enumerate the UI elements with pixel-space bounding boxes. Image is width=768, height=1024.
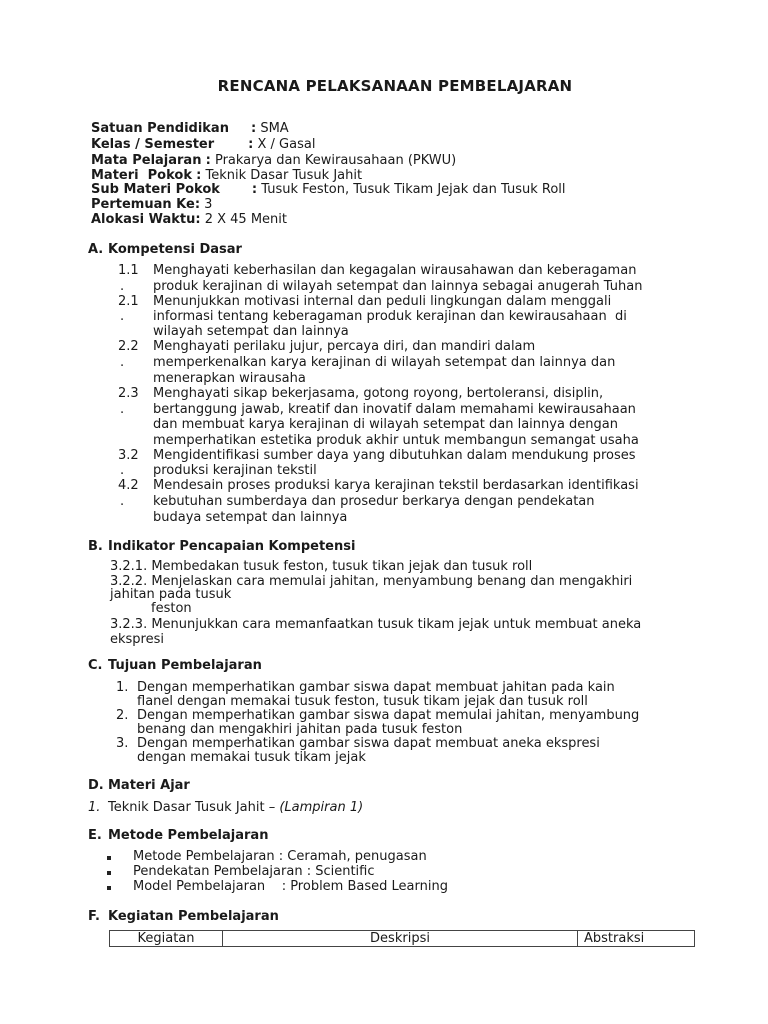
- identity-label: Satuan Pendidikan: [91, 121, 229, 136]
- kd-line: memperhatikan estetika produk akhir untuk membangun semangat usaha: [153, 433, 639, 448]
- identity-label: Sub Materi Pokok: [91, 182, 220, 197]
- section-c-heading: Tujuan Pembelajaran: [108, 658, 262, 673]
- section-e-heading: Metode Pembelajaran: [108, 828, 269, 843]
- identity-value: 3: [204, 197, 213, 212]
- kd-line: memperkenalkan karya kerajinan di wilayah setempat dan lainnya dan: [153, 355, 616, 370]
- bullet-icon: [107, 856, 111, 860]
- identity-label: Pertemuan Ke: [91, 197, 195, 212]
- kd-dot: .: [120, 463, 125, 478]
- colon: :: [196, 168, 202, 183]
- identity-value: SMA: [260, 121, 289, 136]
- goal-line: dengan memakai tusuk tikam jejak: [137, 750, 366, 765]
- kd-line: produksi kerajinan tekstil: [153, 463, 317, 478]
- kd-number: 1.1: [118, 263, 139, 278]
- goal-number: 2.: [116, 708, 129, 723]
- identity-value: X / Gasal: [257, 137, 316, 152]
- kd-number: 2.2: [118, 339, 139, 354]
- identity-value: Tusuk Feston, Tusuk Tikam Jejak dan Tusuk Roll: [261, 182, 566, 197]
- kd-line: informasi tentang keberagaman produk kerajinan dan kewirausahaan di: [153, 309, 627, 324]
- goal-line: Dengan memperhatikan gambar siswa dapat membuat aneka ekspresi: [137, 736, 600, 751]
- bullet-icon: [107, 871, 111, 875]
- method-item: Pendekatan Pembelajaran : Scientific: [133, 864, 375, 879]
- goal-line: benang dan mengakhiri jahitan pada tusuk feston: [137, 722, 463, 737]
- material-reference: (Lampiran 1): [279, 800, 364, 815]
- indicator-line: jahitan pada tusuk: [110, 587, 232, 602]
- kd-line: Menghayati keberhasilan dan kegagalan wirausahawan dan keberagaman: [153, 263, 637, 278]
- bullet-icon: [107, 886, 111, 890]
- kd-dot: .: [120, 494, 125, 509]
- section-b-heading: Indikator Pencapaian Kompetensi: [108, 539, 356, 554]
- kd-dot: .: [120, 402, 125, 417]
- goal-number: 3.: [116, 736, 129, 751]
- section-c-letter: C.: [88, 658, 103, 673]
- kd-dot: .: [120, 355, 125, 370]
- colon: :: [195, 212, 201, 227]
- material-number: 1.: [88, 800, 101, 815]
- kd-line: Mengidentifikasi sumber daya yang dibutuhkan dalam mendukung proses: [153, 448, 636, 463]
- table-header-deskripsi: Deskripsi: [223, 931, 578, 947]
- kd-line: menerapkan wirausaha: [153, 371, 306, 386]
- method-item: Model Pembelajaran : Problem Based Learning: [133, 879, 448, 894]
- document-title: RENCANA PELAKSANAAN PEMBELAJARAN: [217, 77, 573, 95]
- section-a-letter: A.: [88, 242, 104, 257]
- section-b-letter: B.: [88, 539, 103, 554]
- goal-line: Dengan memperhatikan gambar siswa dapat membuat jahitan pada kain: [137, 680, 615, 695]
- colon: :: [251, 182, 258, 197]
- kd-number: 3.2: [118, 448, 139, 463]
- kd-number: 2.1: [118, 294, 139, 309]
- identity-value: Prakarya dan Kewirausahaan (PKWU): [214, 153, 457, 168]
- colon: :: [250, 121, 257, 136]
- indicator-line: 3.2.3. Menunjukkan cara memanfaatkan tusuk tikam jejak untuk membuat aneka: [110, 617, 642, 632]
- indicator-line: 3.2.1. Membedakan tusuk feston, tusuk tikan jejak dan tusuk roll: [110, 559, 533, 574]
- section-d-heading: Materi Ajar: [108, 778, 190, 793]
- kd-number: 4.2: [118, 478, 139, 493]
- identity-value: Teknik Dasar Tusuk Jahit: [205, 168, 363, 183]
- colon: :: [248, 137, 254, 152]
- kd-line: Menunjukkan motivasi internal dan peduli lingkungan dalam menggali: [153, 294, 612, 309]
- identity-label: Mata Pelajaran: [91, 153, 202, 168]
- kd-line: dan membuat karya kerajinan di wilayah setempat dan lainnya dengan: [153, 417, 619, 432]
- method-item: Metode Pembelajaran : Ceramah, penugasan: [133, 849, 427, 864]
- table-header-row: [110, 931, 695, 947]
- kd-line: produk kerajinan di wilayah setempat dan lainnya sebagai anugerah Tuhan: [153, 279, 643, 294]
- section-f-letter: F.: [88, 909, 100, 924]
- colon: :: [194, 197, 201, 212]
- kd-line: kebutuhan sumberdaya dan prosedur berkarya dengan pendekatan: [153, 494, 595, 509]
- kd-line: Menghayati perilaku jujur, percaya diri, dan mandiri dalam: [153, 339, 536, 354]
- colon: :: [205, 153, 211, 168]
- goal-line: Dengan memperhatikan gambar siswa dapat memulai jahitan, menyambung: [137, 708, 640, 723]
- kd-line: wilayah setempat dan lainnya: [153, 324, 349, 339]
- kd-line: bertanggung jawab, kreatif dan inovatif dalam memahami kewirausahaan: [153, 402, 636, 417]
- section-e-letter: E.: [88, 828, 102, 843]
- section-a-heading: Kompetensi Dasar: [108, 242, 242, 257]
- indicator-line: 3.2.2. Menjelaskan cara memulai jahitan, menyambung benang dan mengakhiri: [110, 574, 633, 589]
- table-header-kegiatan: Kegiatan: [110, 931, 223, 947]
- kd-line: Mendesain proses produksi karya kerajinan tekstil berdasarkan identifikasi: [153, 478, 639, 493]
- section-d-letter: D.: [88, 778, 104, 793]
- kd-number: 2.3: [118, 386, 139, 401]
- identity-value: 2 X 45 Menit: [204, 212, 287, 227]
- kd-line: budaya setempat dan lainnya: [153, 510, 348, 525]
- table-header-abstraksi: Abstraksi: [578, 931, 695, 947]
- identity-label: Alokasi Waktu: [91, 212, 196, 227]
- identity-label: Materi Pokok: [91, 168, 192, 183]
- indicator-line: ekspresi: [110, 632, 164, 647]
- identity-label: Kelas / Semester: [91, 137, 215, 152]
- kd-dot: .: [120, 309, 125, 324]
- section-f-heading: Kegiatan Pembelajaran: [108, 909, 279, 924]
- indicator-line: feston: [151, 601, 192, 616]
- material-text: Teknik Dasar Tusuk Jahit –: [108, 800, 280, 815]
- activities-table: [109, 930, 695, 947]
- goal-line: flanel dengan memakai tusuk feston, tusuk tikam jejak dan tusuk roll: [137, 694, 588, 709]
- kd-line: Menghayati sikap bekerjasama, gotong royong, bertoleransi, disiplin,: [153, 386, 604, 401]
- kd-dot: .: [120, 279, 125, 294]
- goal-number: 1.: [116, 680, 129, 695]
